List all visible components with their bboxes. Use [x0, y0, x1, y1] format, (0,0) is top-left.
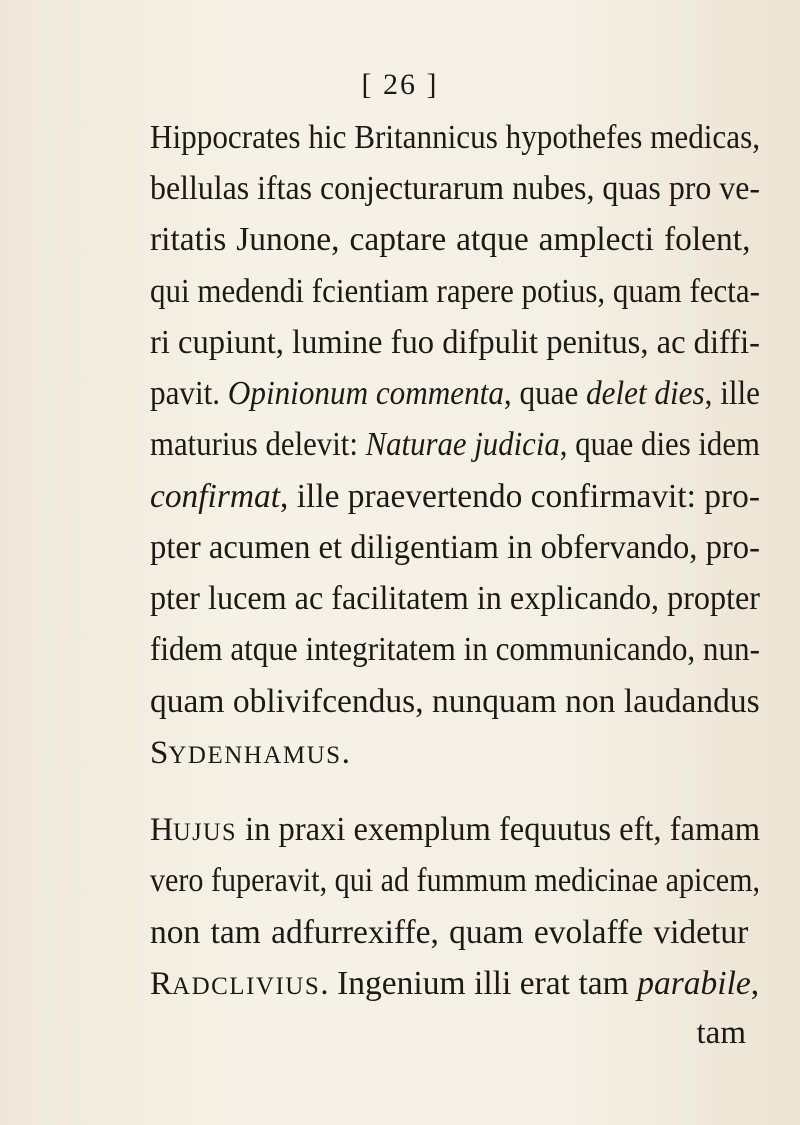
text-run: , quae [503, 375, 587, 412]
text-line-11 [150, 630, 760, 670]
text-line-13 [150, 733, 760, 776]
text-line-12 [150, 682, 760, 722]
text-run: . [341, 734, 350, 771]
italic-phrase: parabile [637, 965, 751, 1002]
text-line-16 [150, 913, 760, 953]
text-run: vero fuperavit, qui ad fummum medicinae apicem, [150, 862, 761, 899]
text-line-3 [150, 220, 760, 260]
text-run: , quae dies idem [559, 426, 760, 463]
small-caps-name: YDENHAMUS [168, 742, 342, 769]
italic-phrase: Naturae judicia [365, 426, 560, 463]
text-line-9 [150, 528, 760, 568]
text-run: fidem atque integritatem in communicando, nun- [150, 631, 760, 668]
small-caps-initial: S [150, 735, 169, 771]
text-run: . Ingenium illi erat tam [320, 965, 638, 1002]
small-caps-initial: R [150, 966, 173, 1002]
italic-phrase: Opinionum commenta [227, 375, 504, 412]
text-run: ri cupiunt, lumine fuo difpulit penitus, ac diffi- [150, 324, 761, 361]
text-line-10 [150, 579, 761, 619]
text-run: quam oblivifcendus, nunquam non laudandus [150, 683, 760, 720]
text-line-17 [150, 964, 760, 1007]
text-run: , [750, 965, 760, 1002]
text-line-5 [150, 323, 761, 363]
text-run: ritatis Junone, captare atque amplecti folent, [150, 221, 751, 258]
page-number: [ 26 ] [361, 68, 439, 101]
small-caps-initial: H [150, 812, 174, 848]
text-run: bellulas iftas conjecturarum nubes, quas pro ve- [150, 170, 760, 207]
italic-phrase: confirmat [150, 478, 281, 515]
text-run: non tam adfurrexiffe, quam evolaffe videtur [150, 914, 749, 951]
text-run: pavit. [150, 375, 228, 412]
text-run: , ille praevertendo confirmavit: pro- [280, 478, 760, 515]
text-line-6 [150, 374, 761, 414]
text-run: , ille [704, 375, 761, 412]
italic-phrase: delet dies [586, 375, 705, 412]
text-run: qui medendi fcientiam rapere potius, quam fecta- [150, 273, 760, 310]
small-caps-name: ADCLIVIUS [172, 973, 321, 1000]
text-line-7 [150, 425, 760, 465]
text-line-8 [150, 477, 759, 517]
text-run: pter lucem ac facilitatem in explicando, propter [150, 580, 761, 617]
text-run: Hippocrates hic Britannicus hypothefes medicas, [150, 119, 761, 156]
text-run: maturius delevit: [150, 426, 366, 463]
text-line-4 [150, 272, 760, 312]
text-line-1 [150, 118, 761, 158]
small-caps-word: UJUS [173, 819, 237, 846]
text-line-15 [150, 861, 761, 901]
text-run: in praxi exemplum fequutus eft, famam [236, 811, 761, 848]
text-run: pter acumen et diligentiam in obfervando, pro- [150, 529, 760, 566]
text-line-14 [150, 810, 761, 853]
catchword: tam [696, 1015, 746, 1051]
text-line-2 [150, 169, 760, 209]
